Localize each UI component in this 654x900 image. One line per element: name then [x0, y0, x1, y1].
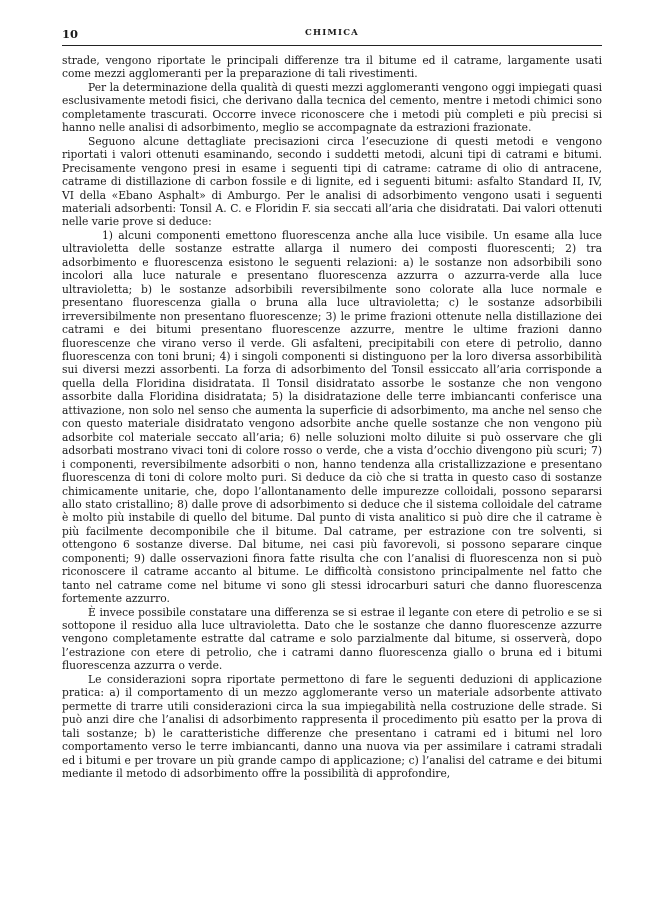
- paragraph-extraction: È invece possibile constatare una differenza se si estrae il legante con etere di petrolio e se si sottopone il residuo alla luce ultravioletta. Dato che le sostanze che danno fluorescenze azzurre vengono completamente estratte dal catrame e solo parzialmente dal bitume, si osserverà, dopo l’estrazione con etere di petrolio, che i catrami danno fluorescenza giallo o bruna ed i bitumi fluorescenza azzurra o verde.: [62, 605, 602, 673]
- page-number: 10: [62, 27, 79, 41]
- paragraph-findings: 1) alcuni componenti emettono fluorescenza anche alla luce visibile. Un esame alla luce ultravioletta delle sostanze estratte allarga il numero dei composti fluorescenti; 2) tra adsorbimento e fluorescenza esistono le seguenti relazioni: a) le sostanze non adsorbibili sono incolori alla luce naturale e presentano fluorescenza azzurra o azzurra-verde alla luce ultravioletta; b) le sostanze adsorbibili reversibilmente sono colorate alla luce normale e presentano fluorescenza gialla o bruna alla luce ultravioletta; c) le sostanze adsorbibili irreversibilmente non presentano fluorescenze; 3) le prime frazioni ottenute nella distillazione dei catrami e dei bitumi presentano fluorescenze azzurre, mentre le ultime frazioni danno fluorescenze che virano verso il verde. Gli asfalteni, precipitabili con etere di petrolio, danno fluorescenza con toni bruni; 4) i singoli componenti si distinguono per la loro diversa assorbibilità sui diversi mezzi assorbenti. La forza di adsorbimento del Tonsil essiccato all’aria corrisponde a quella della Floridina disidratata. Il Tonsil disidratato assorbe le sostanze che non vengono assorbite dalla Floridina disidratata; 5) la disidratazione delle terre imbiancanti conferisce una attivazione, non solo nel senso che aumenta la superficie di adsorbimento, ma anche nel senso che con questo materiale disidratato vengono adsorbite anche quelle sostanze che non vengono più adsorbite col materiale seccato all’aria; 6) nelle soluzioni molto diluite si può osservare che gli adsorbati mostrano vivaci toni di colore rosso o verde, che a vista d’occhio divengono più scuri; 7) i componenti, reversibilmente adsorbiti o non, hanno tendenza alla cristallizzazione e presentano fluorescenza di toni di colore molto puri. Si deduce da ciò che si tratta in questo caso di sostanze chimicamente unitarie, che, dopo l’allontanamento delle impurezze colloidali, possono separarsi allo stato cristallino; 8) dalle prove di adsorbimento si deduce che il sistema colloidale del catrame è molto più instabile di quello del bitume. Dal punto di vista analitico si può dire che il catrame è più facilmente decomponibile che il bitume. Dal catrame, per estrazione con tre solventi, si ottengono 6 sostanze diverse. Dal bitume, nei casi più favorevoli, si possono separare cinque componenti; 9) dalle osservazioni finora fatte risulta che con l’analisi di fluorescenza non si può riconoscere il catrame accanto al bitume. Le difficoltà consistono principalmente nel fatto che tanto nel catrame come nel bitume vi sono gli stessi idrocarburi saturi che danno fluorescenza fortemente azzurro.: [62, 228, 602, 606]
- document-page: [62, 27, 602, 780]
- paragraph-conclusions: Le considerazioni sopra riportate permettono di fare le seguenti deduzioni di applicazione pratica: a) il comportamento di un mezzo agglomerante verso un materiale adsorbente attivato permette di trarre utili considerazioni circa la sua impiegabilità nella costruzione delle strade. Si può anzi dire che l’analisi di adsorbimento rappresenta il procedimento più esatto per la prova di tali sostanze; b) le caratteristiche differenze che presentano i catrami ed i bitumi nel loro comportamento verso le terre imbiancanti, danno una nuova via per assimilare i catrami stradali ed i bitumi e per trovare un più grande campo di applicazione; c) l’analisi del catrame e dei bitumi mediante il metodo di adsorbimento offre la possibilità di approfondire,: [62, 672, 602, 781]
- page-header: [62, 27, 602, 46]
- paragraph-methods: Per la determinazione della qualità di questi mezzi agglomeranti vengono oggi impiegati quasi esclusivamente metodi fisici, che derivano dalla tecnica del cemento, mentre i metodi chimici sono completamente trascurati. Occorre invece riconoscere che i metodi più completi e più precisi si hanno nelle analisi di adsorbimento, meglio se accompagnate da estrazioni frazionate.: [62, 80, 602, 135]
- paragraph-continuation: strade, vengono riportate le principali differenze tra il bitume ed il catrame, largamente usati come mezzi agglomeranti per la preparazione di tali rivestimenti.: [62, 54, 602, 81]
- running-head: CHIMICA: [305, 28, 359, 38]
- paragraph-materials: Seguono alcune dettagliate precisazioni circa l’esecuzione di questi metodi e vengono riportati i valori ottenuti esaminando, secondo i suddetti metodi, alcuni tipi di catrami e bitumi. Precisamente vengono presi in esame i seguenti tipi di catrame: catrame di olio di antracene, catrame di distillazione di carbon fossile e di lignite, ed i seguenti bitumi: asfalto Standard II, IV, VI della «Ebano Asphalt» di Amburgo. Per le analisi di adsorbimento vengono usati i seguenti materiali adsorbenti: Tonsil A. C. e Floridin F. sia seccati all’aria che disidratati. Dai valori ottenuti nelle varie prove si deduce:: [62, 134, 602, 229]
- body-text: [62, 54, 602, 780]
